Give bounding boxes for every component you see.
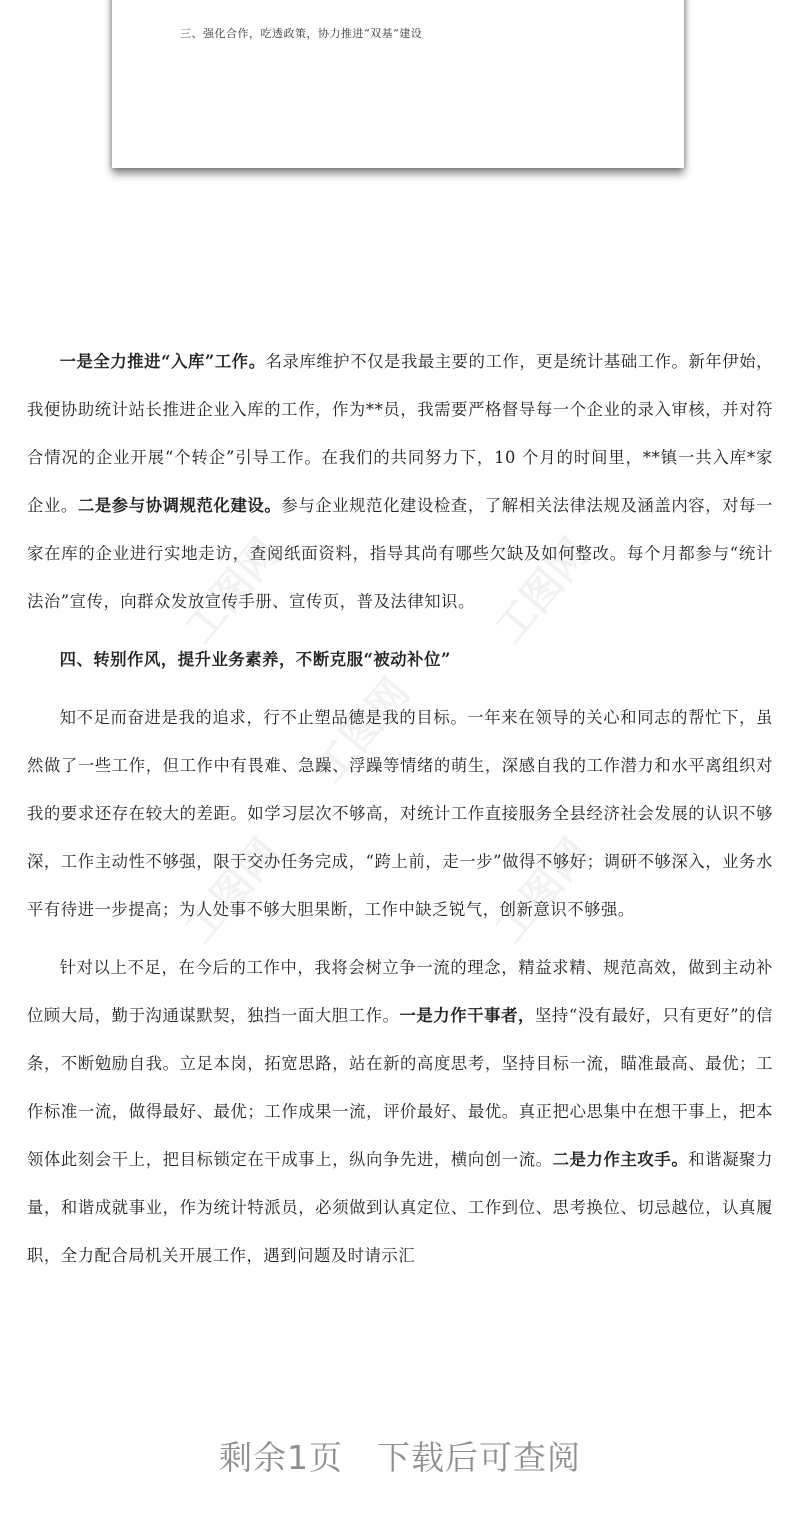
watermark: 工图网 bbox=[176, 530, 289, 652]
paragraph-text: 针对以上不足，在今后的工作中，我将会树立争一流的理念，精益求精、规范高效，做到主动补位顾大局，勤于沟通谋默契，独挡一面大胆工作。 bbox=[27, 958, 773, 1025]
document-body bbox=[27, 338, 773, 1280]
download-to-view-label: 下载后可查阅 bbox=[377, 1438, 581, 1477]
paragraph-shortcomings: 知不足而奋进是我的追求，行不止塑品德是我的目标。一年来在领导的关心和同志的帮忙下，虽然做了一些工作，但工作中有畏难、急躁、浮躁等情绪的萌生，深感自我的工作潜力和水平离组织对我的要求还存在较大的差距。如学习层次不够高，对统计工作直接服务全县经济社会发展的认识不够深，工作主动性不够强，限于交办任务完成，“跨上前，走一步”做得不够好；调研不够深入，业务水平有待进一步提高；为人处事不够大胆果断，工作中缺乏锐气，创新意识不够强。 bbox=[27, 708, 773, 919]
download-prompt[interactable] bbox=[0, 1432, 800, 1479]
lead-phrase: 二是力作主攻手。 bbox=[552, 1150, 689, 1169]
paragraph-text: 和谐凝聚力量，和谐成就事业，作为统计特派员，必须做到认真定位、工作到位、思考换位、切忌越位，认真履职，全力配合局机关开展工作，遇到问题及时请示汇 bbox=[27, 1150, 773, 1265]
preview-section-heading: 三、强化合作，吃透政策，协力推进“双基”建设 bbox=[180, 27, 423, 40]
watermark: 工图网 bbox=[486, 530, 599, 652]
lead-phrase: 一是全力推进“入库”工作。 bbox=[59, 352, 266, 371]
lead-phrase: 二是参与协调规范化建设。 bbox=[77, 496, 282, 515]
remaining-pages-label: 剩余1页 bbox=[219, 1438, 343, 1477]
paragraph-text: 名录库维护不仅是我最主要的工作，更是统计基础工作。新年伊始，我便协助统计站长推进企业入库的工作，作为**员，我需要严格督导每一个企业的录入审核，并对符合情况的企业开展“个转企”引导工作。在我们的共同努力下，10 个月的时间里，**镇一共入库*家企业。 bbox=[27, 352, 773, 515]
lead-phrase: 一是力作干事者， bbox=[399, 1006, 535, 1025]
paragraph-text: 坚持“没有最好，只有更好”的信条，不断勉励自我。立足本岗，拓宽思路，站在新的高度思考，坚持目标一流，瞄准最高、最优；工作标准一流，做得最好、最优；工作成果一流，评价最好、最优。真正把心思集中在想干事上，把本领体此刻会干上，把目标锁定在干成事上，纵向争先进，横向创一流。 bbox=[27, 1006, 773, 1169]
paragraph-intake-work bbox=[27, 338, 773, 626]
watermark: 工图网 bbox=[176, 830, 289, 952]
watermark: 工图网 bbox=[486, 830, 599, 952]
watermark: 工图网 bbox=[306, 670, 419, 792]
section-heading-4: 四、转别作风，提升业务素养，不断克服“被动补位” bbox=[59, 650, 451, 669]
document-preview-card bbox=[112, 0, 684, 168]
paragraph-text: 参与企业规范化建设检查，了解相关法律法规及涵盖内容，对每一家在库的企业进行实地走访，查阅纸面资料，指导其尚有哪些欠缺及如何整改。每个月都参与“统计法治”宣传，向群众发放宣传手册、宣传页，普及法律知识。 bbox=[27, 496, 774, 611]
paragraph-improvements bbox=[27, 944, 773, 1280]
